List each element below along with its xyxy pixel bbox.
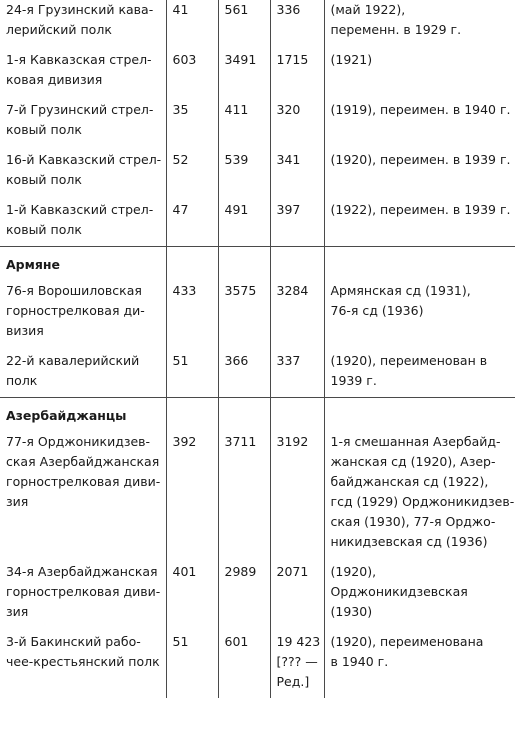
table-row <box>0 558 515 628</box>
unit-name-cell: 22-й кавалерийский полк <box>0 347 166 398</box>
count-cell-3: 341 <box>270 146 324 196</box>
count-cell-2: 2989 <box>218 558 270 628</box>
empty-cell <box>270 398 324 429</box>
empty-cell <box>324 247 515 278</box>
empty-cell <box>218 398 270 429</box>
count-cell-3: 1715 <box>270 46 324 96</box>
note-cell: Армянская сд (1931), 76-я сд (1936) <box>330 283 471 318</box>
count-cell-2: 539 <box>218 146 270 196</box>
count-cell-1: 51 <box>166 628 218 698</box>
count-cell-3: 3192 <box>270 428 324 558</box>
count-cell-2: 3575 <box>218 277 270 347</box>
count-cell-2: 491 <box>218 196 270 247</box>
count-cell-3: 19 423 [??? — Ред.] <box>270 628 324 698</box>
empty-cell <box>270 247 324 278</box>
unit-name-cell: 24-я Грузинский кава- лерийский полк <box>0 0 166 46</box>
group-label: Армяне <box>0 247 166 278</box>
count-cell-3: 320 <box>270 96 324 146</box>
count-cell-3: 336 <box>270 0 324 46</box>
count-cell-1: 392 <box>166 428 218 558</box>
table-row <box>0 196 515 247</box>
note-cell: (май 1922), переменн. в 1929 г. <box>330 2 462 37</box>
note-cell: (1920), переимен. в 1939 г. <box>330 152 511 167</box>
unit-name-cell: 7-й Грузинский стрел- ковый полк <box>0 96 166 146</box>
count-cell-1: 51 <box>166 347 218 398</box>
table-row <box>0 0 515 46</box>
unit-name-cell: 34-я Азербайджанская горнострелковая диви- зия <box>0 558 166 628</box>
empty-cell <box>166 398 218 429</box>
note-cell: 1-я смешанная Азербайд- жанская сд (1920), Азер- байджанская сд (1922), гсд (1929) Орджоникидзев- ская (1930), 77-я Орджо- никидзевская сд (1936) <box>330 434 515 549</box>
note-cell: (1920), переименована в 1940 г. <box>330 634 484 669</box>
count-cell-1: 433 <box>166 277 218 347</box>
unit-name-cell: 77-я Орджоникидзев- ская Азербайджанская горнострелковая диви- зия <box>0 428 166 558</box>
unit-name-cell: 1-я Кавказская стрел- ковая дивизия <box>0 46 166 96</box>
note-cell: (1919), переимен. в 1940 г. <box>330 102 511 117</box>
count-cell-2: 3491 <box>218 46 270 96</box>
count-cell-3: 337 <box>270 347 324 398</box>
count-cell-2: 366 <box>218 347 270 398</box>
count-cell-1: 47 <box>166 196 218 247</box>
count-cell-1: 41 <box>166 0 218 46</box>
count-cell-2: 601 <box>218 628 270 698</box>
table-row <box>0 277 515 347</box>
table-row <box>0 428 515 558</box>
table-row <box>0 96 515 146</box>
count-cell-2: 411 <box>218 96 270 146</box>
count-cell-3: 3284 <box>270 277 324 347</box>
table-row <box>0 46 515 96</box>
group-label: Азербайджанцы <box>0 398 166 429</box>
unit-name-cell: 1-й Кавказский стрел- ковый полк <box>0 196 166 247</box>
note-cell: (1920), Орджоникидзевская (1930) <box>330 564 468 619</box>
count-cell-1: 52 <box>166 146 218 196</box>
empty-cell <box>324 398 515 429</box>
count-cell-3: 2071 <box>270 558 324 628</box>
unit-name-cell: 16-й Кавказский стрел- ковый полк <box>0 146 166 196</box>
empty-cell <box>218 247 270 278</box>
count-cell-3: 397 <box>270 196 324 247</box>
table-row <box>0 347 515 398</box>
empty-cell <box>166 247 218 278</box>
unit-name-cell: 76-я Ворошиловская горнострелковая ди- визия <box>0 277 166 347</box>
count-cell-1: 401 <box>166 558 218 628</box>
count-cell-2: 561 <box>218 0 270 46</box>
note-cell: (1921) <box>330 52 373 67</box>
table-row <box>0 628 515 698</box>
count-cell-1: 35 <box>166 96 218 146</box>
group-header-row <box>0 398 515 429</box>
table-row <box>0 146 515 196</box>
note-cell: (1920), переименован в 1939 г. <box>324 347 515 398</box>
count-cell-2: 3711 <box>218 428 270 558</box>
group-header-row <box>0 247 515 278</box>
unit-name-cell: 3-й Бакинский рабо- чее-крестьянский полк <box>0 628 166 698</box>
note-cell: (1922), переимен. в 1939 г. <box>324 196 515 247</box>
count-cell-1: 603 <box>166 46 218 96</box>
